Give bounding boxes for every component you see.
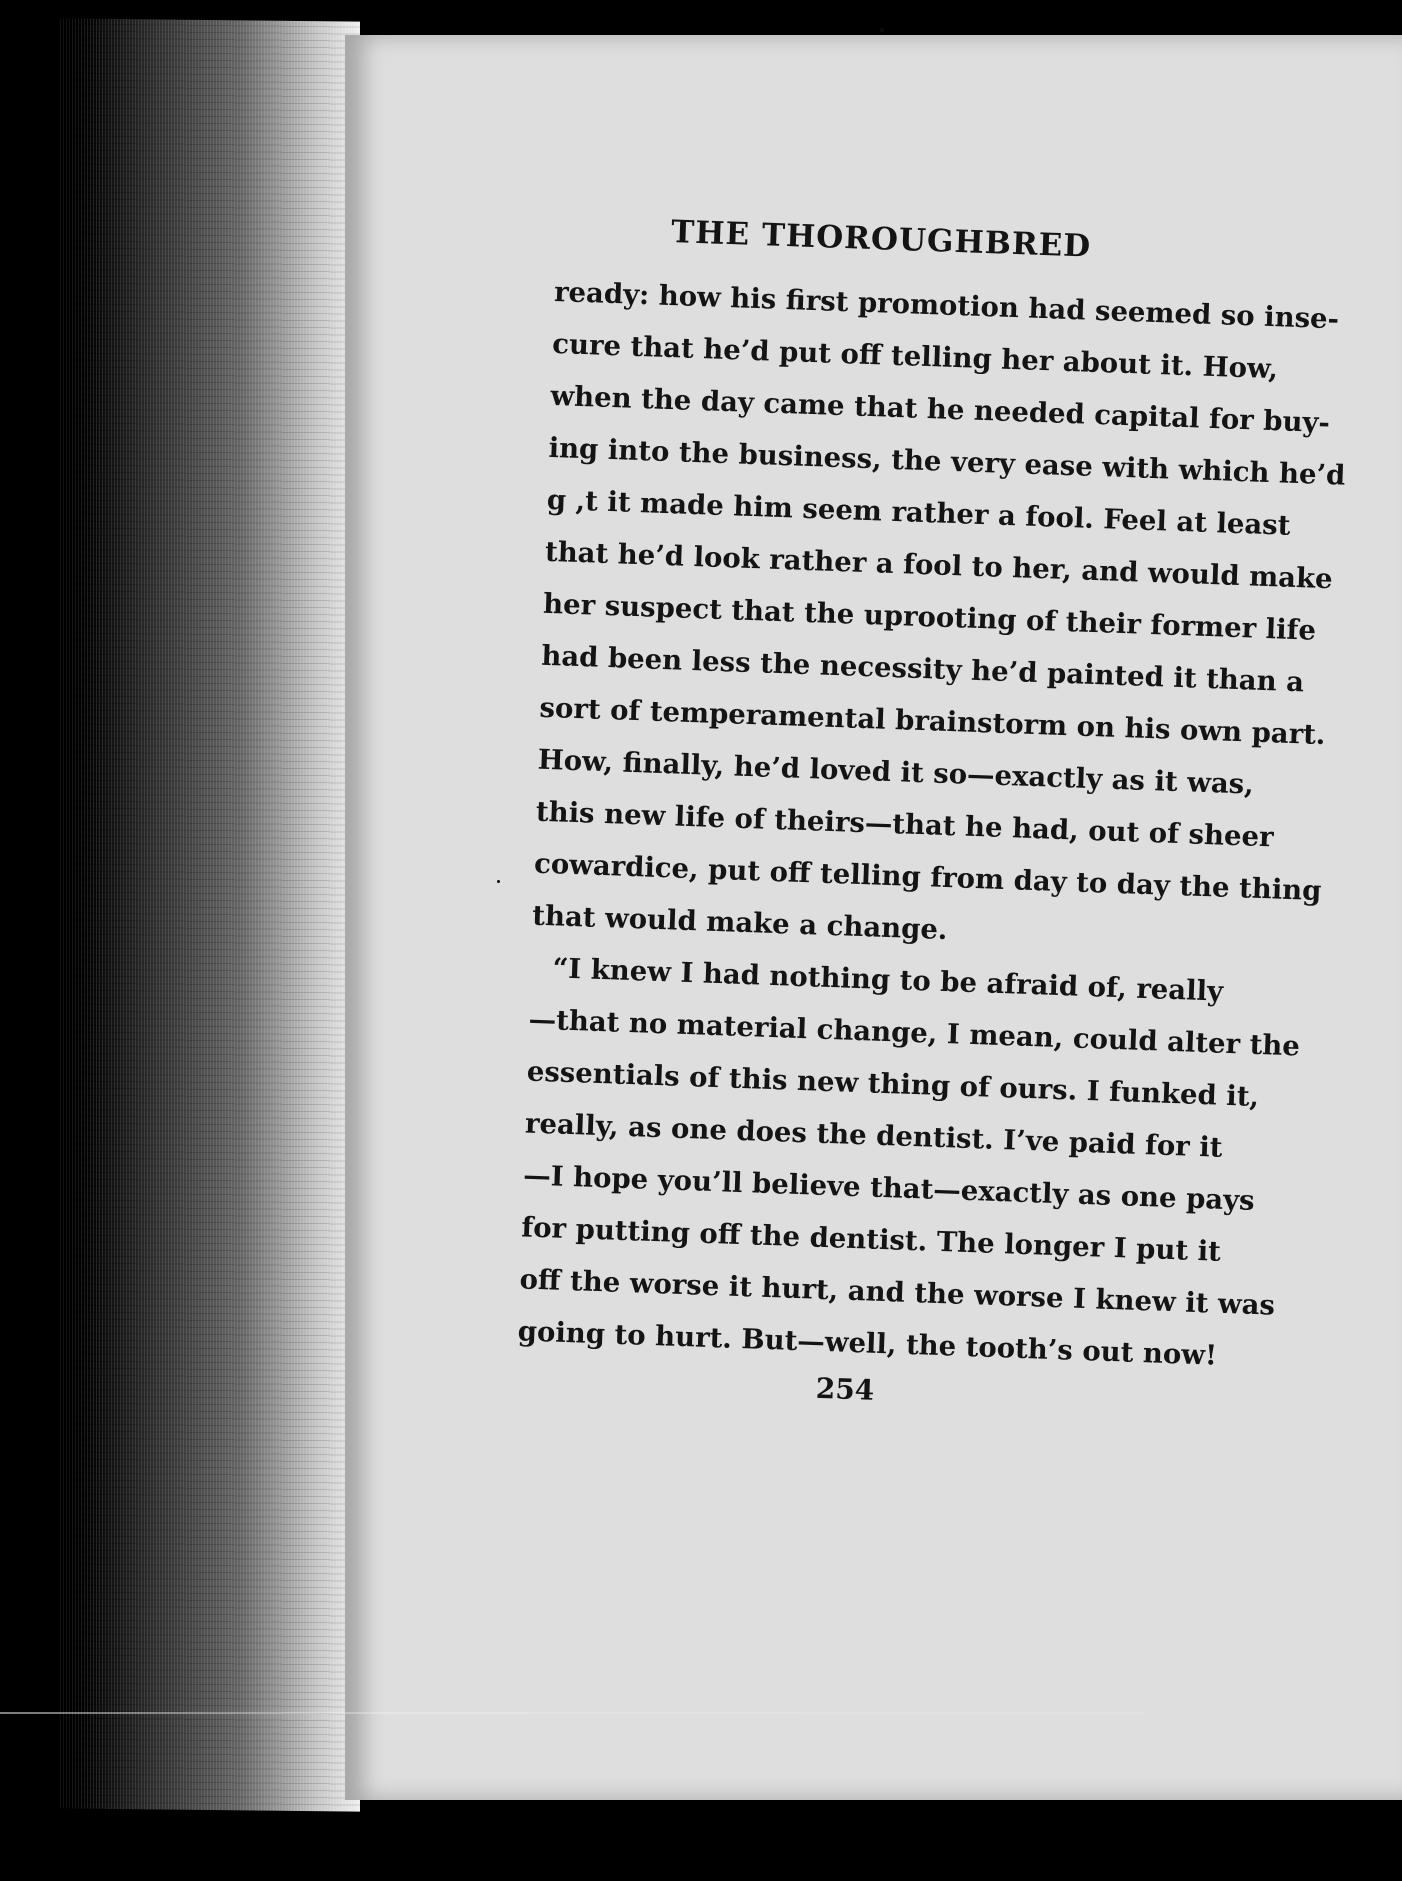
text-line: this new life of theirs—that he had, out of sheer — [535, 795, 1275, 854]
text-line: sort of temperamental brainstorm on his own part. — [539, 691, 1326, 752]
text-line: that he’d look rather a fool to her, and would make — [544, 535, 1334, 596]
text-line: for putting off the dentist. The longer I put it — [520, 1211, 1222, 1268]
dust-speck — [497, 880, 500, 883]
scan-artifact-line — [0, 1712, 1402, 1714]
running-head: THE THOROUGHBRED — [670, 214, 1092, 265]
text-line: going to hurt. But—well, the tooth’s out now! — [517, 1315, 1218, 1372]
text-line: off the worse it hurt, and the worse I knew it was — [519, 1263, 1276, 1322]
text-line: How, finally, he’d loved it so—exactly as it was, — [537, 743, 1255, 801]
page-number: 254 — [815, 1371, 875, 1407]
paragraph-1 — [531, 266, 1346, 964]
paragraph-2 — [517, 942, 1301, 1380]
text-line: “I knew I had nothing to be afraid of, really — [551, 952, 1224, 1008]
dust-speck — [880, 28, 884, 32]
text-line: her suspect that the uprooting of their former life — [542, 587, 1317, 647]
text-line: essentials of this new thing of ours. I funked it, — [526, 1055, 1260, 1114]
text-line: cowardice, put off telling from day to day the thing — [533, 847, 1323, 908]
page-text-block — [516, 210, 1346, 1417]
text-line: ready: how his first promotion had seemed so inse- — [553, 275, 1340, 336]
text-line: had been less the necessity he’d painted it than a — [540, 639, 1305, 699]
text-line: that would make a change. — [531, 899, 949, 947]
text-line: —I hope you’ll believe that—exactly as one pays — [522, 1159, 1256, 1217]
text-line: really, as one does the dentist. I’ve paid for it — [524, 1107, 1223, 1164]
text-line: cure that he’d put off telling her about it. How, — [551, 327, 1279, 386]
book-page — [345, 35, 1402, 1800]
text-line: when the day came that he needed capital for buy- — [549, 379, 1331, 440]
text-line: ing into the business, the very ease with which he’d — [548, 431, 1346, 492]
book-page-edges — [60, 18, 360, 1811]
text-line: g ,t it made him seem rather a fool. Feel at least — [546, 483, 1291, 542]
text-line: —that no material change, I mean, could alter the — [528, 1003, 1301, 1063]
